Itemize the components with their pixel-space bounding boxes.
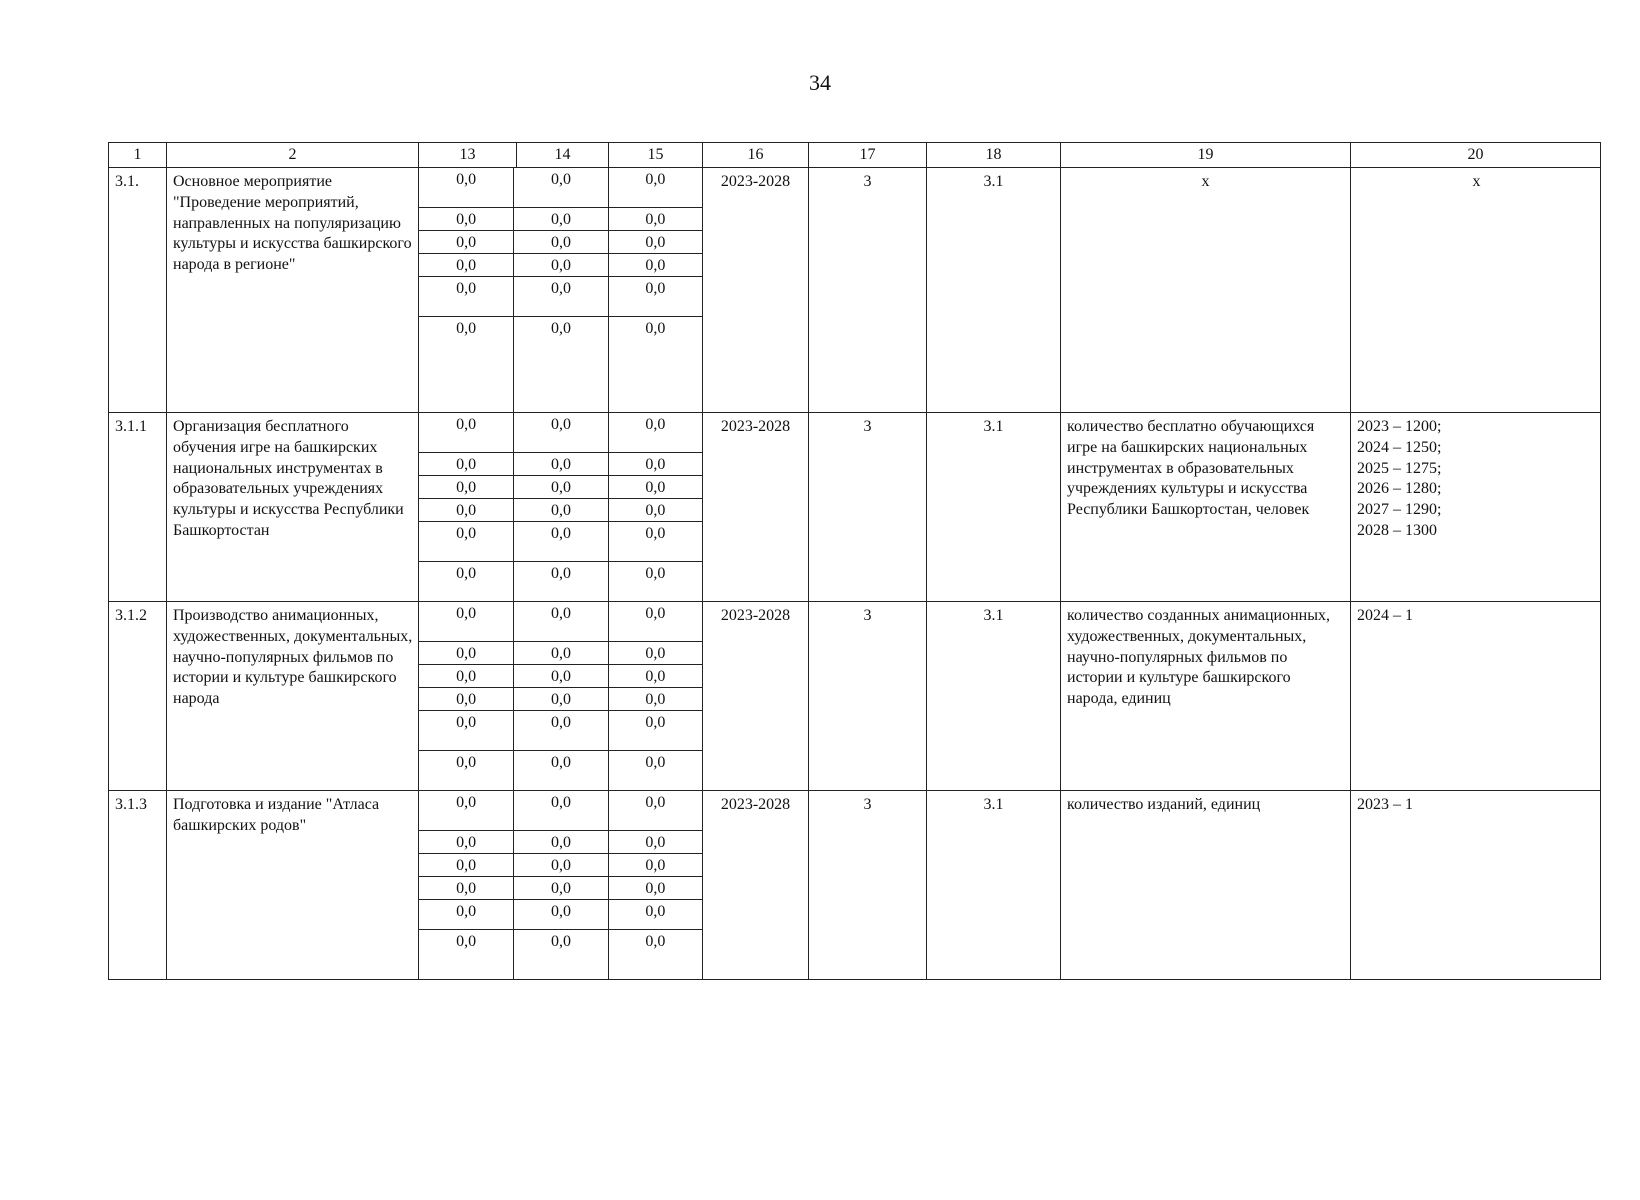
- financing-value: 0,0: [608, 900, 702, 930]
- column-17-value: 3: [809, 791, 927, 980]
- financing-value: 0,0: [513, 602, 607, 642]
- row-number: 3.1.2: [109, 602, 167, 791]
- financing-value: 0,0: [608, 453, 702, 476]
- header-cell: 18: [927, 143, 1061, 168]
- measure-name: Подготовка и издание "Атласа башкирских родов": [167, 791, 419, 980]
- financing-grid: [419, 168, 702, 412]
- financing-block: [419, 791, 703, 980]
- financing-value: 0,0: [513, 930, 607, 979]
- financing-grid: [419, 791, 702, 979]
- financing-value: 0,0: [513, 877, 607, 900]
- target-values: 2023 – 1: [1351, 791, 1601, 980]
- table-row: [109, 413, 1601, 602]
- financing-value: 0,0: [608, 751, 702, 790]
- financing-value: 0,0: [513, 711, 607, 751]
- target-values: 2023 – 1200; 2024 – 1250; 2025 – 1275; 2026 – 1280; 2027 – 1290; 2028 – 1300: [1351, 413, 1601, 602]
- financing-value: 0,0: [608, 711, 702, 751]
- financing-value: 0,0: [419, 499, 513, 522]
- financing-value: 0,0: [608, 499, 702, 522]
- financing-value: 0,0: [419, 791, 513, 831]
- indicator-text: х: [1061, 168, 1351, 413]
- financing-value: 0,0: [456, 320, 477, 337]
- financing-value: 0,0: [608, 831, 702, 854]
- row-number: 3.1.: [109, 168, 167, 413]
- financing-value: 0,0: [513, 791, 607, 831]
- financing-value: 0,0: [419, 831, 513, 854]
- financing-value: 0,0: [513, 562, 607, 601]
- financing-value: 0,0: [608, 854, 702, 877]
- financing-value: 0,0: [513, 665, 607, 688]
- financing-value: 0,0: [456, 565, 477, 582]
- page-number: 34: [809, 70, 831, 95]
- financing-value: 0,0: [608, 231, 702, 254]
- financing-value: 0,0: [513, 831, 607, 854]
- implementation-period: 2023-2028: [703, 413, 809, 602]
- financing-value: 0,0: [513, 413, 607, 453]
- implementation-period: 2023-2028: [703, 791, 809, 980]
- column-17-value: 3: [809, 602, 927, 791]
- financing-value: 0,0: [513, 208, 607, 231]
- target-values: 2024 – 1: [1351, 602, 1601, 791]
- financing-value: 0,0: [419, 602, 513, 642]
- financing-value: 0,0: [419, 277, 513, 317]
- header-cell: 13: [419, 143, 517, 168]
- table-body: [109, 168, 1601, 980]
- financing-value: 0,0: [608, 642, 702, 665]
- financing-value: 0,0: [419, 231, 513, 254]
- financing-value: 0,0: [513, 499, 607, 522]
- financing-value: 0,0: [513, 900, 607, 930]
- financing-value: 0,0: [608, 877, 702, 900]
- table-row: [109, 602, 1601, 791]
- measure-name: Основное мероприятие "Проведение мероприятий, направленных на популяризацию культуры и искусства башкирского народа в регионе": [167, 168, 419, 413]
- financing-value: 0,0: [513, 317, 607, 412]
- column-17-value: 3: [809, 413, 927, 602]
- financing-value: 0,0: [608, 413, 702, 453]
- financing-value: 0,0: [419, 688, 513, 711]
- financing-value: 0,0: [608, 930, 702, 979]
- financing-value: 0,0: [513, 254, 607, 277]
- header-cell: 14: [517, 143, 609, 168]
- financing-value: 0,0: [608, 688, 702, 711]
- measure-name: Организация бесплатного обучения игре на башкирских национальных инструментах в образовательных учреждениях культуры и искусства Республики Башкортостан: [167, 413, 419, 602]
- financing-value: 0,0: [513, 522, 607, 562]
- financing-value: 0,0: [419, 208, 513, 231]
- header-cell: 17: [809, 143, 927, 168]
- financing-value: 0,0: [608, 602, 702, 642]
- row-number: 3.1.3: [109, 791, 167, 980]
- financing-value: 0,0: [456, 933, 477, 950]
- financing-value: 0,0: [608, 476, 702, 499]
- header-cell: 16: [703, 143, 809, 168]
- financing-value: 0,0: [419, 665, 513, 688]
- financing-value: 0,0: [608, 208, 702, 231]
- row-number: 3.1.1: [109, 413, 167, 602]
- header-cell: 20: [1351, 143, 1601, 168]
- financing-value: 0,0: [608, 254, 702, 277]
- financing-value: 0,0: [608, 665, 702, 688]
- target-values: х: [1351, 168, 1601, 413]
- header-cell: 19: [1061, 143, 1351, 168]
- financing-grid: [419, 602, 702, 790]
- indicator-text: количество бесплатно обучающихся игре на башкирских национальных инструментах в образовательных учреждениях культуры и искусства Республики Башкортостан, человек: [1061, 413, 1351, 602]
- indicator-text: количество изданий, единиц: [1061, 791, 1351, 980]
- column-18-value: 3.1: [927, 602, 1061, 791]
- financing-value: 0,0: [419, 522, 513, 562]
- financing-value: 0,0: [419, 711, 513, 751]
- financing-value: 0,0: [513, 277, 607, 317]
- header-cell: 1: [109, 143, 167, 168]
- financing-value: 0,0: [608, 277, 702, 317]
- column-18-value: 3.1: [927, 413, 1061, 602]
- column-17-value: 3: [809, 168, 927, 413]
- implementation-period: 2023-2028: [703, 168, 809, 413]
- financing-value: 0,0: [513, 854, 607, 877]
- financing-value: 0,0: [419, 413, 513, 453]
- financing-value: 0,0: [419, 168, 513, 208]
- financing-value: 0,0: [608, 522, 702, 562]
- financing-value: 0,0: [608, 317, 702, 412]
- financing-value: 0,0: [419, 900, 513, 930]
- table-row: [109, 791, 1601, 980]
- financing-value: 0,0: [513, 453, 607, 476]
- financing-value: 0,0: [513, 168, 607, 208]
- financing-value: 0,0: [419, 854, 513, 877]
- implementation-period: 2023-2028: [703, 602, 809, 791]
- financing-value: 0,0: [608, 168, 702, 208]
- measure-name: Производство анимационных, художественных, документальных, научно-популярных фильмов по истории и культуре башкирского народа: [167, 602, 419, 791]
- financing-value: 0,0: [608, 791, 702, 831]
- column-18-value: 3.1: [927, 791, 1061, 980]
- financing-value: 0,0: [419, 453, 513, 476]
- financing-value: 0,0: [419, 642, 513, 665]
- financing-value: 0,0: [513, 476, 607, 499]
- table-row: [109, 168, 1601, 413]
- financing-block: [419, 413, 703, 602]
- column-18-value: 3.1: [927, 168, 1061, 413]
- header-cell: 2: [167, 143, 419, 168]
- financing-value: 0,0: [513, 642, 607, 665]
- program-table: [108, 142, 1601, 980]
- financing-block: [419, 602, 703, 791]
- financing-value: 0,0: [419, 476, 513, 499]
- financing-value: 0,0: [456, 754, 477, 771]
- financing-block: [419, 168, 703, 413]
- financing-grid: [419, 413, 702, 601]
- indicator-text: количество созданных анимационных, художественных, документальных, научно-популярных фильмов по истории и культуре башкирского народа, единиц: [1061, 602, 1351, 791]
- financing-value: 0,0: [608, 562, 702, 601]
- financing-value: 0,0: [513, 688, 607, 711]
- header-row: [109, 143, 1601, 168]
- financing-value: 0,0: [513, 751, 607, 790]
- header-cell: 15: [609, 143, 703, 168]
- financing-value: 0,0: [513, 231, 607, 254]
- financing-value: 0,0: [419, 254, 513, 277]
- financing-value: 0,0: [419, 877, 513, 900]
